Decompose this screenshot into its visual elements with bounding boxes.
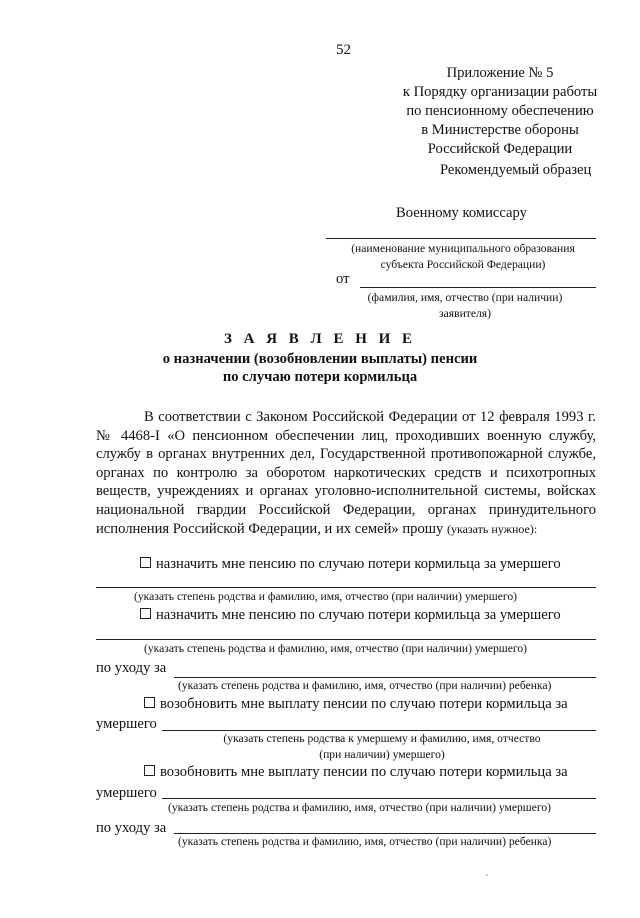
- hint-line: заявителя): [439, 307, 491, 320]
- option-2: [140, 607, 561, 624]
- option-4-continuation: умершего: [96, 785, 157, 801]
- option-3: [144, 696, 568, 713]
- option-4-text: возобновить мне выплату пенсии по случаю потери кормильца за: [160, 764, 568, 780]
- appendix-line: по пенсионному обеспечению: [406, 103, 594, 119]
- subtitle-line: о назначении (возобновлении выплаты) пенсии: [162, 351, 478, 367]
- checkbox-option-4[interactable]: [144, 765, 155, 776]
- applicant-hint: [346, 290, 584, 322]
- addressee: Военному комиссару: [396, 205, 527, 221]
- option-2-care-label: по уходу за: [96, 660, 167, 676]
- option-3-hint: [182, 731, 582, 763]
- hint-line: (при наличии) умершего): [319, 748, 445, 761]
- option-2-care-hint: (указать степень родства и фамилию, имя, отчество (при наличии) ребенка): [178, 679, 552, 692]
- document-title: З А Я В Л Е Н И Е: [223, 331, 417, 347]
- option-1-blank-line[interactable]: [96, 587, 596, 588]
- municipality-hint: [330, 241, 596, 273]
- option-2-text: назначить мне пенсию по случаю потери кормильца за умершего: [156, 607, 561, 623]
- appendix-line: к Порядку организации работы: [402, 84, 598, 100]
- body-paragraph: [96, 408, 596, 538]
- option-4-care-label: по уходу за: [96, 820, 167, 836]
- option-1: [140, 556, 561, 573]
- scan-speck: [486, 874, 488, 876]
- checkbox-option-2[interactable]: [140, 608, 151, 619]
- option-2-hint: (указать степень родства и фамилию, имя, отчество (при наличии) умершего): [144, 642, 528, 655]
- body-text: В соответствии с Законом Российской Федерации от 12 февраля 1993 г. № 4468-I «О пенсионном обеспечении лиц, проходивших военную службу, службу в органах внутренних дел, Государственной противопожарной службе, органах по контролю за оборотом наркотических средств и психотропных веществ, учреждениях и органах уголовно-исполнительной системы, войсках национальной гвардии Российской Федерации, органах принудительного исполнения Российской Федерации, и их семей» прошу: [96, 409, 596, 537]
- option-4-care-hint: (указать степень родства и фамилию, имя, отчество (при наличии) ребенка): [178, 835, 552, 848]
- option-3-text: возобновить мне выплату пенсии по случаю потери кормильца за: [160, 696, 568, 712]
- subtitle-line: по случаю потери кормильца: [222, 369, 418, 385]
- appendix-line: Российской Федерации: [427, 141, 573, 157]
- page-number: 52: [336, 42, 351, 58]
- appendix-header: [380, 64, 620, 159]
- option-2-blank-line[interactable]: [96, 639, 596, 640]
- recommended-sample-label: Рекомендуемый образец: [440, 162, 592, 178]
- option-1-hint: (указать степень родства и фамилию, имя, отчество (при наличии) умершего): [134, 590, 518, 603]
- option-1-text: назначить мне пенсию по случаю потери кормильца за умершего: [156, 556, 561, 572]
- hint-line: субъекта Российской Федерации): [380, 258, 546, 271]
- checkbox-option-3[interactable]: [144, 697, 155, 708]
- checkbox-option-1[interactable]: [140, 557, 151, 568]
- request-note: (указать нужное):: [446, 521, 538, 536]
- municipality-blank-line[interactable]: [326, 238, 596, 239]
- applicant-blank-line[interactable]: [360, 287, 596, 288]
- option-4-hint: (указать степень родства и фамилию, имя, отчество (при наличии) умершего): [168, 801, 552, 814]
- appendix-line: в Министерстве обороны: [421, 122, 579, 138]
- option-3-continuation: умершего: [96, 716, 157, 732]
- from-label: от: [336, 271, 350, 287]
- hint-line: (наименование муниципального образования: [351, 242, 575, 255]
- option-4: [144, 764, 568, 781]
- option-4-blank-line[interactable]: [162, 798, 596, 799]
- hint-line: (фамилия, имя, отчество (при наличии): [367, 291, 563, 304]
- hint-line: (указать степень родства к умершему и фамилию, имя, отчество: [223, 732, 541, 745]
- document-subtitle: [0, 350, 640, 386]
- appendix-line: Приложение № 5: [446, 65, 554, 81]
